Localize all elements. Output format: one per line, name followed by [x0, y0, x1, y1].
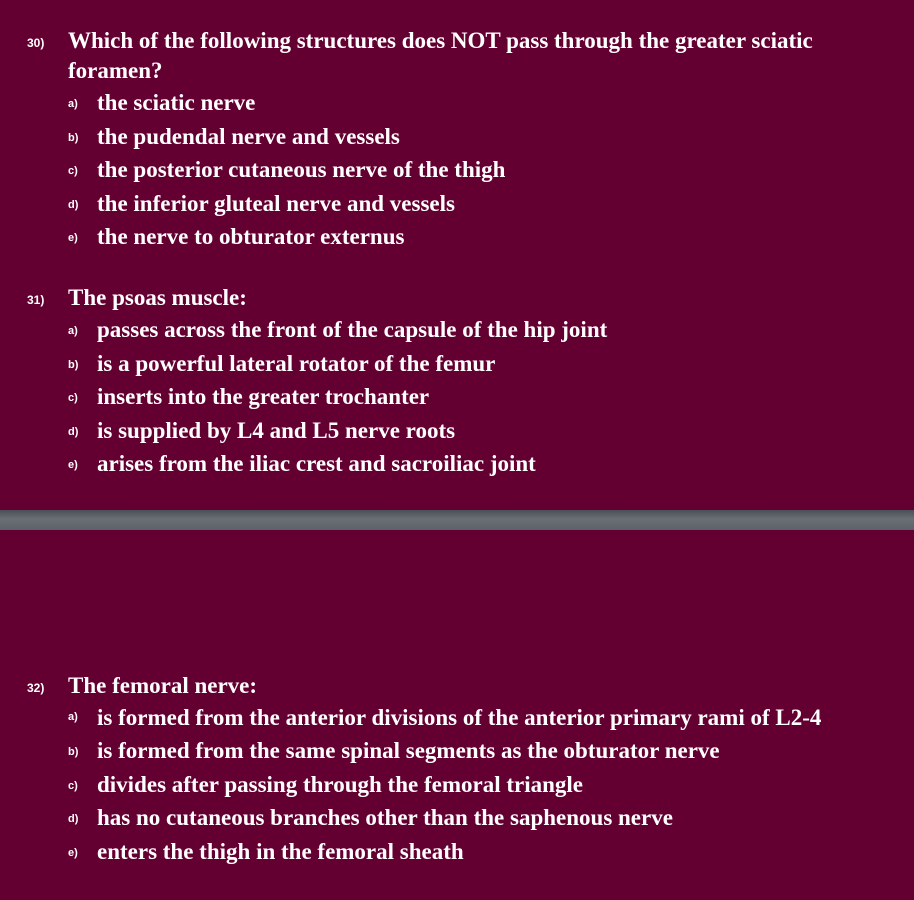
option-d [0, 187, 900, 221]
question-text: Which of the following structures does NOT pass through the greater sciatic foramen? [68, 28, 813, 83]
option-text: divides after passing through the femoral triangle [97, 771, 583, 797]
option-a [0, 313, 900, 347]
option-b [0, 734, 900, 768]
option-text: is formed from the anterior divisions of the anterior primary rami of L2-4 [97, 705, 822, 730]
option-b [0, 347, 900, 381]
option-text: the sciatic nerve [97, 90, 256, 115]
option-text: is a powerful lateral rotator of the femur [97, 350, 496, 376]
option-text: enters the thigh in the femoral sheath [97, 838, 464, 864]
option-c [0, 153, 900, 187]
option-text: the pudendal nerve and vessels [97, 123, 400, 149]
question-stem [0, 283, 900, 313]
option-letter: c) [68, 779, 78, 792]
option-letter: a) [68, 711, 78, 723]
question-32 [0, 671, 900, 868]
option-text: passes across the front of the capsule of the hip joint [97, 317, 608, 342]
option-text: inserts into the greater trochanter [97, 384, 430, 409]
option-text: is formed from the same spinal segments as the obturator nerve [97, 738, 720, 763]
option-c [0, 380, 900, 414]
option-letter: d) [68, 198, 79, 211]
option-list [0, 701, 900, 868]
option-letter: c) [68, 165, 78, 177]
option-e [0, 220, 900, 254]
option-list [0, 313, 900, 481]
option-letter: b) [68, 131, 79, 144]
question-text: The psoas muscle: [68, 285, 247, 310]
option-letter: e) [68, 846, 78, 859]
option-list [0, 86, 900, 254]
option-d [0, 414, 900, 448]
option-b [0, 120, 900, 154]
option-letter: a) [68, 98, 78, 110]
option-e [0, 447, 900, 481]
option-a [0, 701, 900, 734]
question-stem [0, 671, 900, 701]
option-letter: b) [68, 358, 79, 371]
option-text: has no cutaneous branches other than the saphenous nerve [97, 805, 673, 830]
option-text: the posterior cutaneous nerve of the thigh [97, 157, 506, 182]
option-text: is supplied by L4 and L5 nerve roots [97, 417, 456, 443]
option-text: arises from the iliac crest and sacroiliac joint [97, 451, 536, 476]
option-letter: d) [68, 813, 79, 825]
question-number: 31) [27, 293, 45, 307]
option-letter: b) [68, 746, 79, 758]
option-text: the inferior gluteal nerve and vessels [97, 190, 455, 216]
question-stem [0, 26, 900, 86]
option-a [0, 86, 900, 120]
question-30 [0, 26, 900, 254]
option-letter: e) [68, 232, 78, 244]
option-c [0, 768, 900, 802]
question-number: 32) [27, 681, 45, 695]
question-text: The femoral nerve: [68, 673, 258, 698]
question-number: 30) [27, 36, 45, 50]
option-e [0, 835, 900, 869]
option-letter: a) [68, 325, 78, 337]
slide-bottom [0, 530, 914, 900]
option-d [0, 801, 900, 835]
question-31 [0, 283, 900, 481]
option-text: the nerve to obturator externus [97, 224, 405, 249]
option-letter: e) [68, 459, 78, 471]
option-letter: c) [68, 392, 78, 404]
option-letter: d) [68, 425, 79, 438]
slide-divider [0, 510, 914, 530]
